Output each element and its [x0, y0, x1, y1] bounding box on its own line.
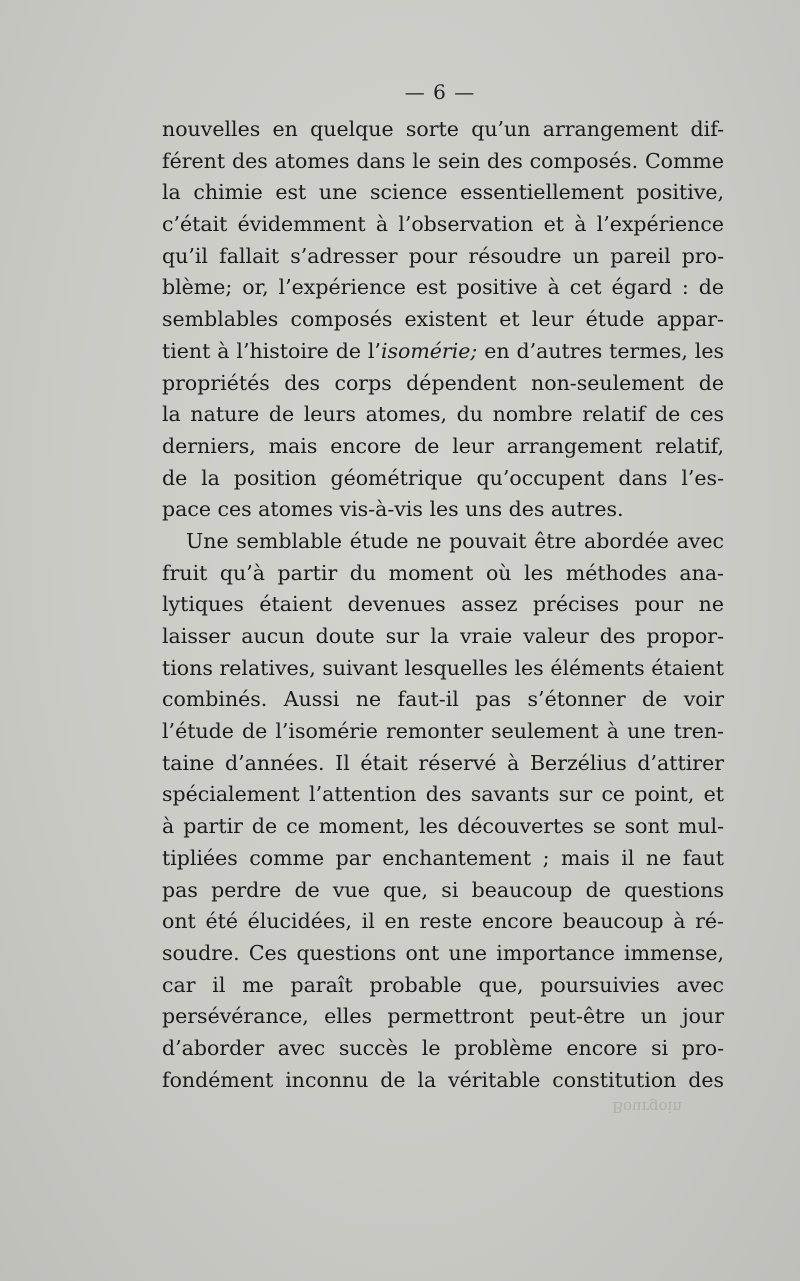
text-line: blème; or, l’expérience est positive à cet égard : de: [162, 275, 724, 300]
page-number: — 6 —: [404, 80, 476, 104]
text-line-with-italic: [162, 336, 724, 368]
text-line: combinés. Aussi ne faut-il pas s’étonner de voir: [162, 687, 724, 712]
text-line: semblables composés existent et leur étude appar-: [162, 307, 724, 332]
text-line: fruit qu’à partir du moment où les méthodes ana-: [162, 560, 724, 585]
text-line: taine d’années. Il était réservé à Berzélius d’attirer: [162, 750, 724, 775]
text-line: Une semblable étude ne pouvait être abordée avec: [186, 528, 724, 553]
italic-term: isomérie;: [380, 338, 478, 363]
text-line: derniers, mais encore de leur arrangement relatif,: [162, 433, 724, 458]
text-line: car il me paraît probable que, poursuivies avec: [162, 972, 724, 997]
text-line: c’était évidemment à l’observation et à l’expérience: [162, 212, 724, 237]
text-line: soudre. Ces questions ont une importance immense,: [162, 940, 724, 965]
text-line: ont été élucidées, il en reste encore beaucoup à ré-: [162, 909, 724, 934]
text-line: fondément inconnu de la véritable constitution des: [162, 1067, 724, 1092]
text-line: la nature de leurs atomes, du nombre relatif de ces: [162, 402, 724, 427]
text-line: spécialement l’attention des savants sur ce point, et: [162, 782, 724, 807]
text-fragment: en d’autres termes, les: [477, 338, 724, 363]
text-fragment: tient à l’histoire de l’: [162, 338, 381, 363]
text-line: tipliées comme par enchantement ; mais il ne faut: [162, 845, 724, 870]
text-line: laisser aucun doute sur la vraie valeur des propor-: [162, 624, 724, 648]
text-line: l’étude de l’isomérie remonter seulement à une tren-: [162, 719, 724, 744]
text-line: propriétés des corps dépendent non-seulement de: [162, 370, 724, 395]
text-line: la chimie est une science essentiellement positive,: [162, 180, 724, 205]
text-line: d’aborder avec succès le problème encore si pro-: [162, 1035, 724, 1060]
library-stamp: Bourgoin: [612, 1098, 682, 1116]
text-line: persévérance, elles permettront peut-être un jour: [162, 1004, 724, 1029]
text-line: pas perdre de vue que, si beaucoup de questions: [162, 877, 724, 902]
text-line: pace ces atomes vis-à-vis les uns des autres.: [162, 497, 624, 522]
text-line: à partir de ce moment, les découvertes se sont mul-: [162, 814, 724, 839]
text-line: tions relatives, suivant lesquelles les éléments étaient: [162, 655, 724, 680]
text-line: qu’il fallait s’adresser pour résoudre un pareil pro-: [162, 243, 724, 268]
text-line: férent des atomes dans le sein des composés. Comme: [162, 148, 724, 173]
body-text: [162, 114, 724, 1096]
text-line: lytiques étaient devenues assez précises pour ne: [162, 592, 724, 617]
text-line: nouvelles en quelque sorte qu’un arrangement dif-: [162, 117, 724, 141]
text-line: de la position géométrique qu’occupent dans l’es-: [162, 465, 724, 490]
